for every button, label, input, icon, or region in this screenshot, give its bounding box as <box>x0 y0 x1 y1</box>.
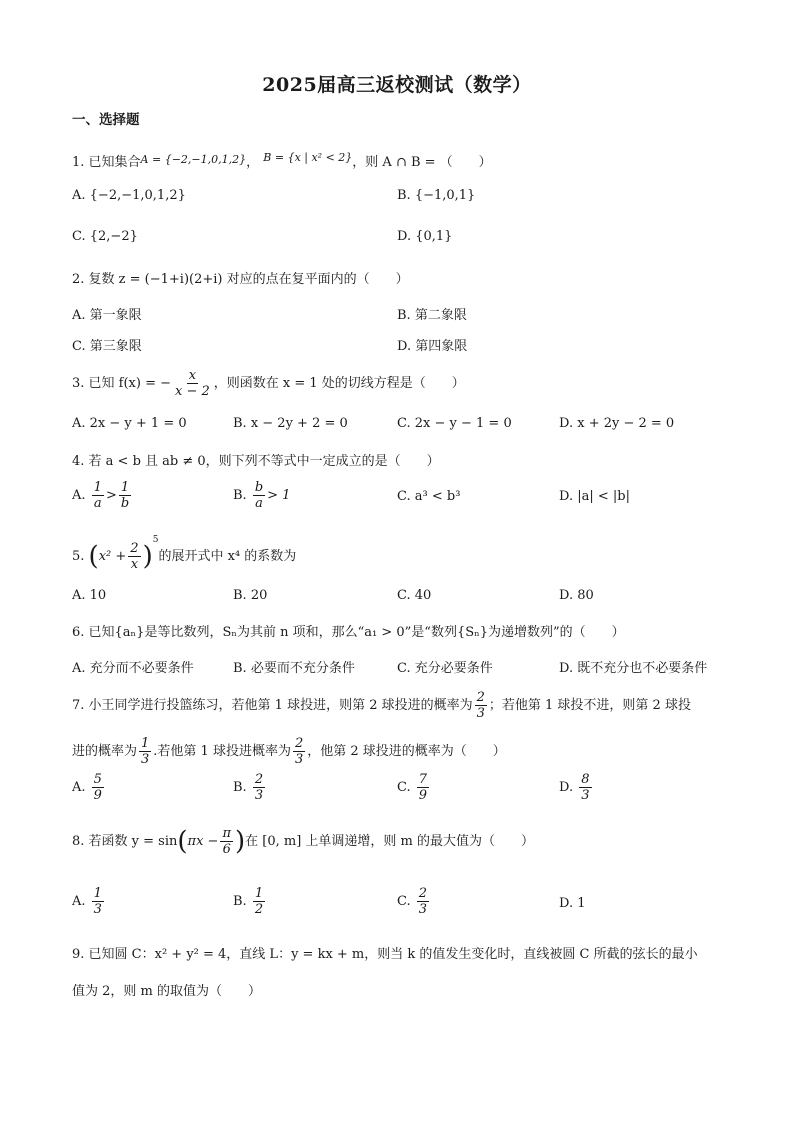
fraction-denominator: 2 <box>254 902 264 917</box>
fraction <box>92 772 104 803</box>
question-1-tail: ，则 A ∩ B = （ ） <box>352 155 492 170</box>
fraction-denominator: 9 <box>418 788 428 803</box>
fraction <box>92 480 104 511</box>
fraction-numerator: 2 <box>476 690 485 705</box>
fraction <box>417 772 429 803</box>
q2-option-d[interactable]: D. 第四象限 <box>397 339 468 354</box>
fraction-denominator: 3 <box>93 902 102 917</box>
fraction-numerator: 8 <box>581 772 590 787</box>
fraction <box>253 886 265 917</box>
fraction <box>475 690 487 721</box>
question-7-line-2-tail: ，他第 2 球投进的概率为（ ） <box>307 744 506 759</box>
fraction <box>173 368 212 399</box>
q3-option-c[interactable]: C. 2x − y − 1 = 0 <box>397 416 512 431</box>
question-8-lead: 8. 若函数 y = sin <box>72 834 178 849</box>
q4-option-a[interactable] <box>72 480 133 511</box>
fraction <box>128 541 140 572</box>
fraction <box>293 736 305 767</box>
q5-option-a[interactable]: A. 10 <box>72 588 107 603</box>
fraction <box>253 480 265 511</box>
fraction-numerator: 1 <box>141 736 150 751</box>
left-paren: ( <box>177 826 188 857</box>
fraction-numerator: 1 <box>93 480 102 495</box>
fraction <box>253 772 265 803</box>
q8-option-a[interactable] <box>72 886 106 917</box>
fraction-numerator: 2 <box>294 736 304 751</box>
q7-option-c[interactable] <box>397 772 431 803</box>
fraction-denominator: 6 <box>222 842 231 857</box>
q3-option-a[interactable]: A. 2x − y + 1 = 0 <box>72 416 187 431</box>
fraction <box>417 886 429 917</box>
section-heading: 一、选择题 <box>72 112 140 128</box>
q2-option-c[interactable]: C. 第三象限 <box>72 339 142 354</box>
right-paren: ) <box>142 541 153 572</box>
question-4: 4. 若 a < b 且 ab ≠ 0，则下列不等式中一定成立的是（ ） <box>72 454 440 469</box>
q4-option-b[interactable] <box>233 480 290 511</box>
fraction-numerator: 1 <box>254 886 264 901</box>
q5-option-c[interactable]: C. 40 <box>397 588 432 603</box>
option-letter: C. <box>397 894 411 909</box>
q1-option-c[interactable]: C. {2,−2} <box>72 229 138 244</box>
expression-term: x² + <box>98 549 127 564</box>
set-a: A = {−2,−1,0,1,2} <box>140 153 247 166</box>
question-7-lead: 7. 小王同学进行投篮练习，若他第 1 球投进，则第 2 球投进的概率为 <box>72 698 473 713</box>
question-9-line-1: 9. 已知圆 C：x² + y² = 4，直线 L：y = kx + m，则当 k 的值发生变化时，直线被圆 C 所截的弦长的最小 <box>72 947 698 962</box>
fraction-denominator: b <box>120 496 130 511</box>
q4-option-c[interactable]: C. a³ < b³ <box>397 489 461 504</box>
option-letter: B. <box>233 488 247 503</box>
inequality-sign: > <box>105 488 117 503</box>
option-letter: A. <box>72 894 86 909</box>
option-letter: A. <box>72 488 86 503</box>
fraction <box>579 772 591 803</box>
q3-option-b[interactable]: B. x − 2y + 2 = 0 <box>233 416 348 431</box>
fraction-numerator: 2 <box>130 541 139 556</box>
question-1-comma: ， <box>246 155 260 170</box>
question-1 <box>72 148 492 173</box>
q7-option-d[interactable] <box>559 772 594 803</box>
fraction <box>119 480 131 511</box>
question-7-line-1 <box>72 690 691 721</box>
left-paren: ( <box>88 541 99 572</box>
q7-option-b[interactable] <box>233 772 267 803</box>
right-paren: ) <box>234 826 246 857</box>
option-letter: B. <box>233 780 247 795</box>
q8-option-b[interactable] <box>233 886 267 917</box>
q4-option-d[interactable]: D. |a| < |b| <box>559 489 630 504</box>
fraction-numerator: 1 <box>93 886 102 901</box>
q6-option-b[interactable]: B. 必要而不充分条件 <box>233 661 355 676</box>
fraction <box>139 736 151 767</box>
fraction-denominator: 3 <box>254 788 264 803</box>
question-5-tail: 的展开式中 x⁴ 的系数为 <box>158 549 297 564</box>
q1-option-d[interactable]: D. {0,1} <box>397 229 453 244</box>
q3-option-d[interactable]: D. x + 2y − 2 = 0 <box>559 416 675 431</box>
fraction-denominator: a <box>93 496 102 511</box>
question-6: 6. 已知{aₙ}是等比数列，Sₙ为其前 n 项和，那么“a₁ > 0”是“数列{Sₙ}为递增数列”的（ ） <box>72 625 625 640</box>
question-5 <box>72 530 296 572</box>
fraction-numerator: 2 <box>418 886 428 901</box>
q6-option-a[interactable]: A. 充分而不必要条件 <box>72 661 194 676</box>
option-letter: C. <box>397 780 411 795</box>
option-letter: A. <box>72 780 86 795</box>
fraction-denominator: x − 2 <box>175 384 210 399</box>
expression-term: πx − <box>187 834 219 849</box>
question-2: 2. 复数 z = (−1+i)(2+i) 对应的点在复平面内的（ ） <box>72 272 409 287</box>
fraction-denominator: 9 <box>93 788 102 803</box>
q7-option-a[interactable] <box>72 772 106 803</box>
question-9-line-2: 值为 2，则 m 的取值为（ ） <box>72 984 261 999</box>
fraction-denominator: 3 <box>294 752 304 767</box>
set-b: B = {x | x² < 2} <box>263 151 353 164</box>
question-3-tail: ，则函数在 x = 1 处的切线方程是（ ） <box>213 376 465 391</box>
fraction-denominator: x <box>130 557 139 572</box>
option-letter: B. <box>233 894 247 909</box>
question-number: 5. <box>72 549 85 564</box>
question-7-line-1-tail: ；若他第 1 球投不进，则第 2 球投 <box>488 698 691 713</box>
fraction-denominator: 3 <box>581 788 590 803</box>
q8-option-d[interactable]: D. 1 <box>559 896 586 911</box>
fraction-numerator: π <box>222 826 231 841</box>
option-letter: D. <box>559 780 574 795</box>
q5-option-d[interactable]: D. 80 <box>559 588 594 603</box>
fraction <box>220 826 233 857</box>
q1-option-a[interactable]: A. {−2,−1,0,1,2} <box>72 188 186 203</box>
fraction-denominator: 3 <box>418 902 428 917</box>
question-3 <box>72 368 465 399</box>
q2-option-b[interactable]: B. 第二象限 <box>397 308 467 323</box>
q5-option-b[interactable]: B. 20 <box>233 588 268 603</box>
fraction-denominator: 3 <box>476 706 485 721</box>
fraction-numerator: 7 <box>418 772 428 787</box>
question-8 <box>72 826 534 857</box>
fraction-denominator: a <box>255 496 263 511</box>
inequality-rhs: > 1 <box>267 488 291 503</box>
fraction <box>92 886 104 917</box>
question-7-line-2-lead: 进的概率为 <box>72 744 138 759</box>
fraction-numerator: x <box>188 368 197 383</box>
fraction-numerator: 1 <box>120 480 130 495</box>
question-1-lead: 1. 已知集合 <box>72 155 141 170</box>
q2-option-a[interactable]: A. 第一象限 <box>72 308 142 323</box>
exponent: 5 <box>152 535 159 545</box>
question-3-lead: 3. 已知 f(x) = − <box>72 376 172 391</box>
q1-option-b[interactable]: B. {−1,0,1} <box>397 188 476 203</box>
q6-option-d[interactable]: D. 既不充分也不必要条件 <box>559 661 708 676</box>
q8-option-c[interactable] <box>397 886 431 917</box>
question-7-line-2-mid: .若他第 1 球投进概率为 <box>153 744 291 759</box>
question-7-line-2 <box>72 736 506 767</box>
fraction-numerator: 5 <box>93 772 102 787</box>
question-8-tail: 在 [0, m] 上单调递增，则 m 的最大值为（ ） <box>245 834 535 849</box>
q6-option-c[interactable]: C. 充分必要条件 <box>397 661 493 676</box>
fraction-numerator: 2 <box>254 772 264 787</box>
page-title: 2025届高三返校测试（数学） <box>262 74 532 96</box>
fraction-denominator: 3 <box>141 752 150 767</box>
fraction-numerator: b <box>254 480 264 495</box>
